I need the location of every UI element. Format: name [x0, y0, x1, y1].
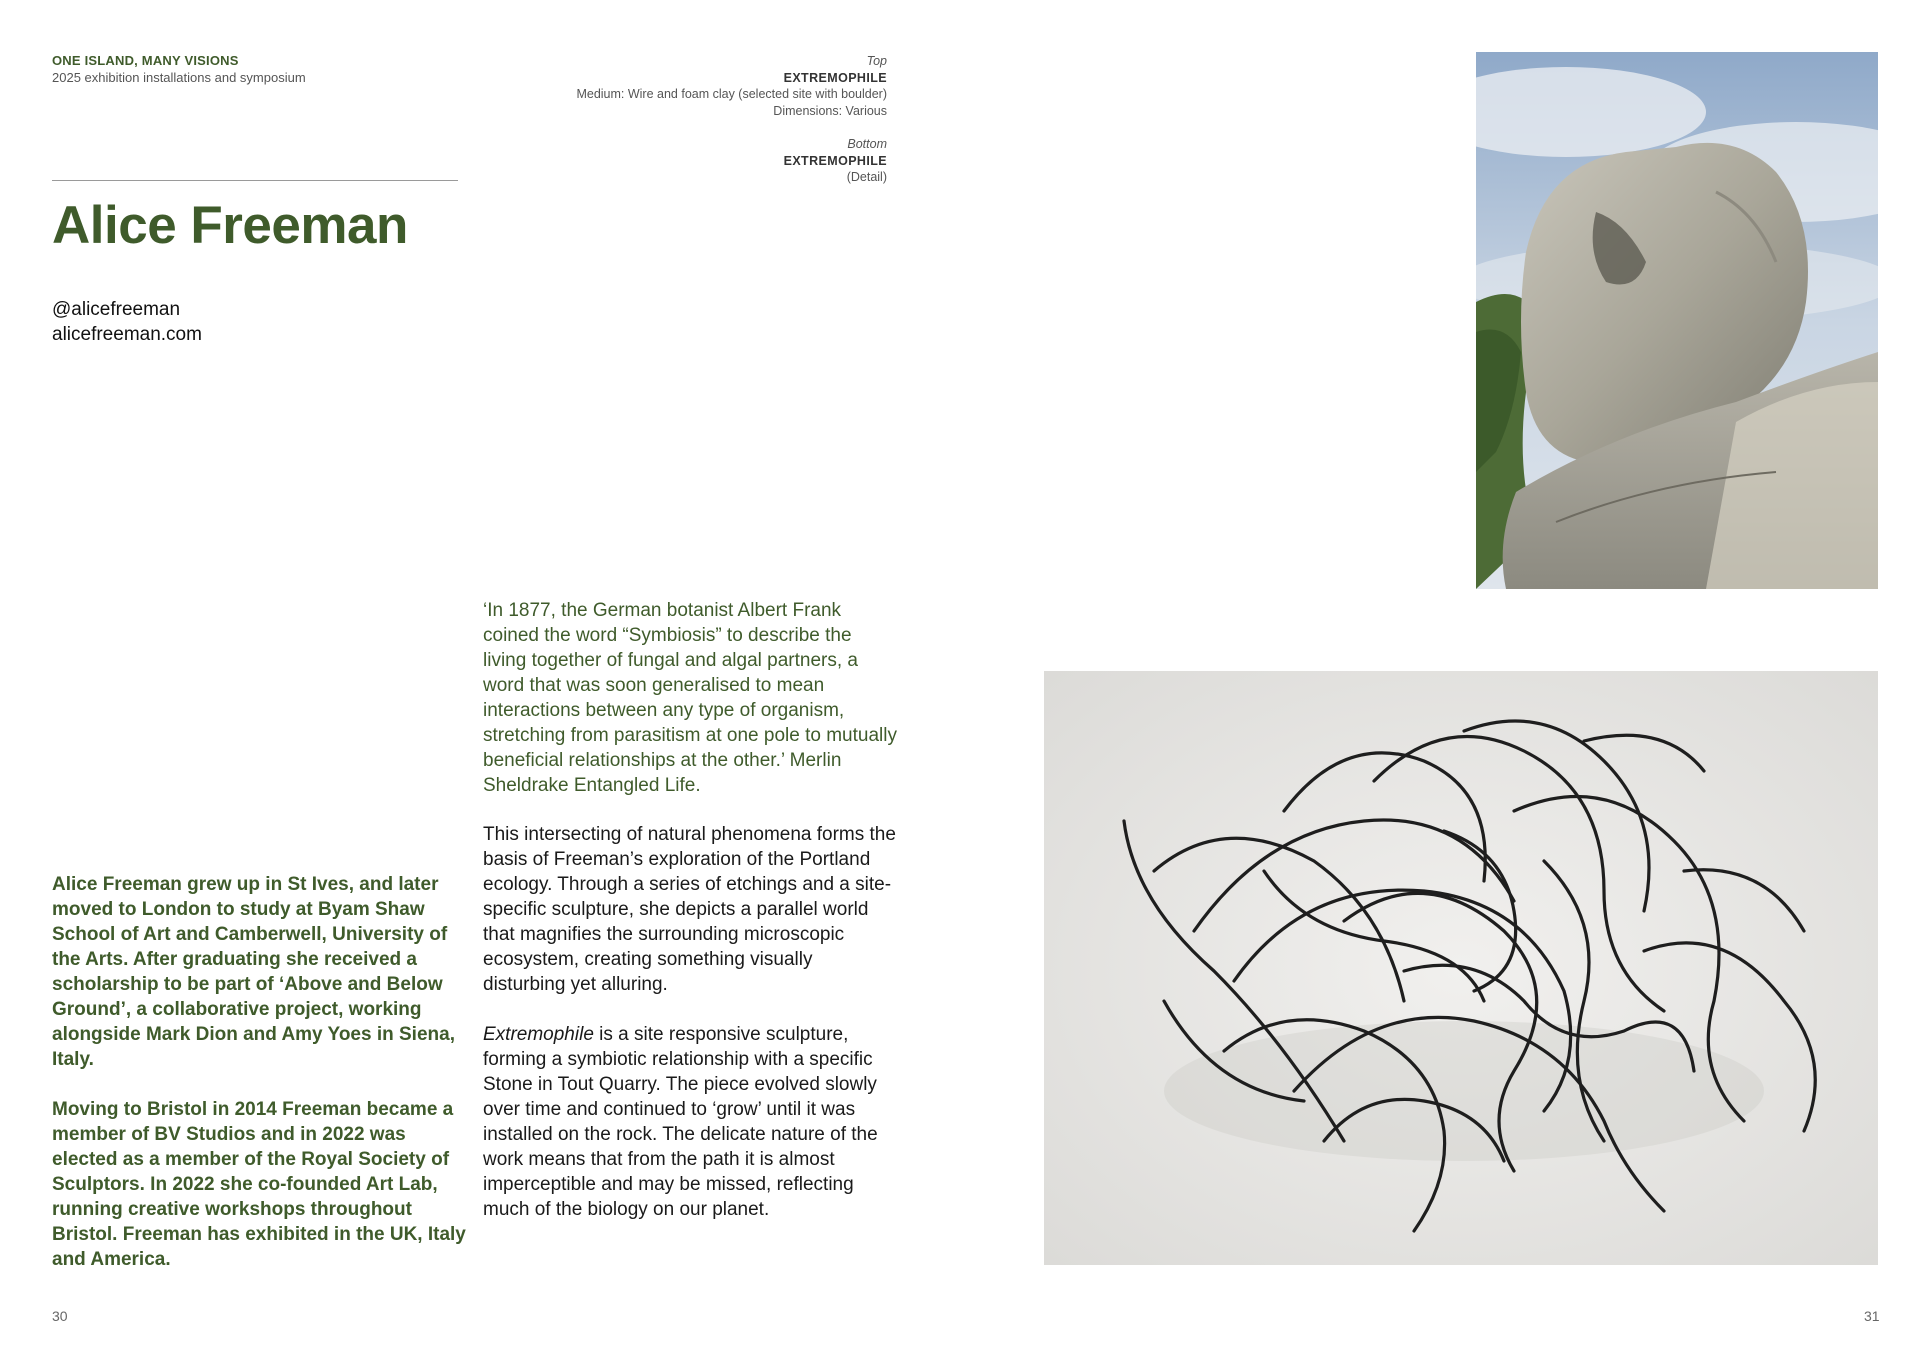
- artist-name: Alice Freeman: [52, 196, 408, 255]
- bio-paragraph-1: Alice Freeman grew up in St Ives, and later moved to London to study at Byam Shaw School of Art and Camberwell, University of the Arts. After graduating she received a scholarship to be part of ‘Above and Below Ground’, a collaborative project, working alongside Mark Dion and Amy Yoes in Siena, Italy.: [52, 874, 455, 1070]
- main-paragraph-1: This intersecting of natural phenomena forms the basis of Freeman’s exploration of the Portland ecology. Through a series of etchings and a site-specific sculpture, she depicts a parallel world that magnifies the surrounding microscopic ecosystem, creating something visually disturbing yet alluring.: [483, 824, 896, 995]
- main-paragraph-2: [483, 1022, 898, 1222]
- caption-top-medium: Medium: Wire and foam clay (selected site with boulder): [576, 87, 887, 101]
- artist-bio: [52, 872, 472, 1297]
- caption-bottom: [520, 136, 887, 186]
- quote-paragraph: ‘In 1877, the German botanist Albert Frank coined the word “Symbiosis” to describe the living together of fungal and algal partners, a word that was soon generalised to mean interactions between any type of organism, stretching from parasitism at one pole to mutually beneficial relationships at the other.’ Merlin Sheldrake Entangled Life.: [483, 600, 897, 796]
- caption-bottom-detail: (Detail): [846, 170, 887, 184]
- caption-top: [520, 53, 887, 119]
- boulder-photo-image: [1476, 52, 1878, 589]
- caption-bottom-label: Bottom: [847, 137, 887, 151]
- image-captions: [520, 53, 887, 186]
- artist-website: alicefreeman.com: [52, 324, 202, 345]
- title-divider: [52, 180, 458, 181]
- bio-paragraph-2: Moving to Bristol in 2014 Freeman became a member of BV Studios and in 2022 was elected as a member of the Royal Society of Sculptors. In 2022 she co-founded Art Lab, running creative workshops throughout Bristol. Freeman has exhibited in the UK, Italy and America.: [52, 1099, 466, 1270]
- boulder-photo: [1476, 52, 1878, 589]
- series-title: ONE ISLAND, MANY VISIONS: [52, 53, 239, 68]
- caption-top-label: Top: [866, 54, 887, 68]
- series-subtitle: 2025 exhibition installations and symposium: [52, 70, 306, 85]
- caption-bottom-title: EXTREMOPHILE: [783, 153, 887, 168]
- work-title-italic: Extremophile: [483, 1024, 594, 1045]
- wire-sculpture-image: [1044, 671, 1878, 1265]
- page-number-right: 31: [1864, 1308, 1880, 1324]
- main-paragraph-2-text: is a site responsive sculpture, forming a symbiotic relationship with a specific Stone in Tout Quarry. The piece evolved slowly over time and continued to ‘grow’ until it was installed on the rock. The delicate nature of the work means that from the path it is almost imperceptible and may be missed, reflecting much of the biology on our planet.: [483, 1024, 878, 1220]
- artist-contact: [52, 297, 202, 347]
- main-text: [483, 822, 898, 1247]
- wire-sculpture-photo: [1044, 671, 1878, 1265]
- caption-top-dimensions: Dimensions: Various: [773, 103, 887, 118]
- page-number-left: 30: [52, 1308, 68, 1324]
- caption-top-title: EXTREMOPHILE: [783, 70, 887, 85]
- artist-handle: @alicefreeman: [52, 299, 181, 320]
